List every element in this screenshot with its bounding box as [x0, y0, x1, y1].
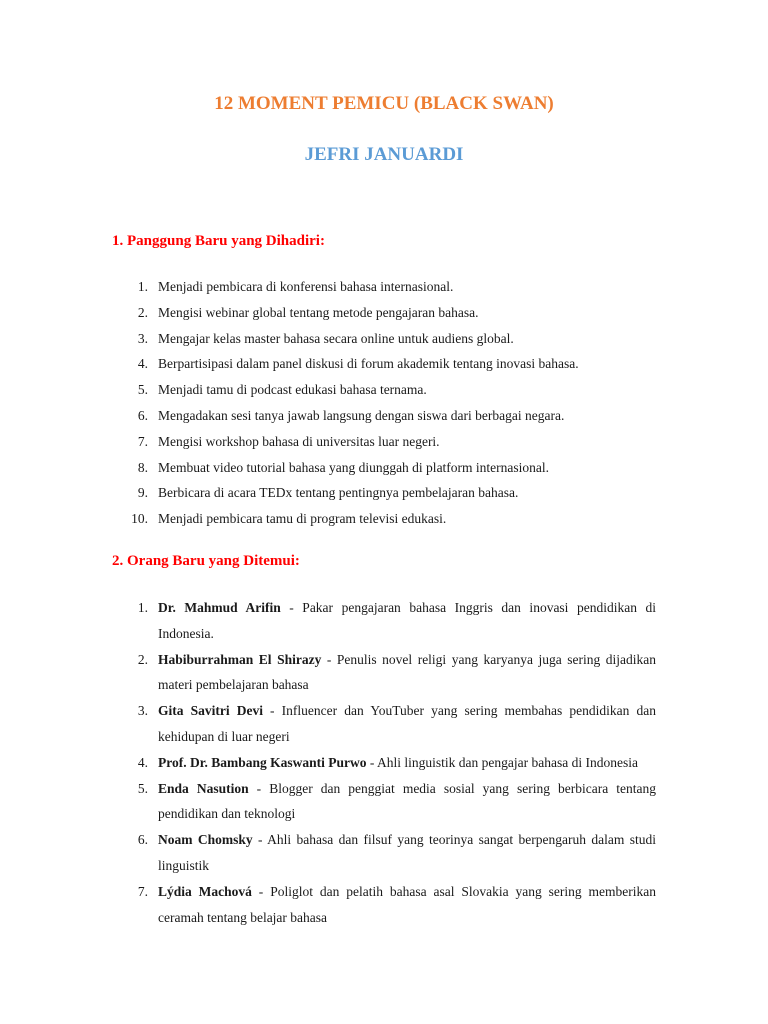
- person-name: Enda Nasution: [158, 780, 249, 796]
- list-number: 7.: [137, 883, 148, 899]
- person-name: Noam Chomsky: [158, 832, 253, 848]
- section-1-heading: 1. Panggung Baru yang Dihadiri:: [112, 233, 325, 249]
- list-number: 8.: [137, 459, 148, 475]
- list-number: 2.: [137, 651, 148, 667]
- list-number: 5.: [137, 382, 148, 398]
- list-number: 7.: [137, 433, 148, 449]
- list-number: 6.: [137, 832, 148, 848]
- list-item: [112, 377, 656, 403]
- list-item: [112, 698, 656, 750]
- list-number: 1.: [137, 600, 148, 615]
- list-text: Menjadi tamu di podcast edukasi bahasa ternama.: [158, 382, 427, 398]
- list-text: Menjadi pembicara di konferensi bahasa internasional.: [158, 279, 454, 294]
- list-number: 4.: [137, 754, 148, 770]
- person-description: - Pakar pengajaran bahasa Inggris dan inovasi pendidikan di Indonesia.: [158, 600, 657, 641]
- list-number: 1.: [137, 279, 148, 294]
- list-text: Menjadi pembicara tamu di program televisi edukasi.: [158, 511, 447, 527]
- list-text: Berbicara di acara TEDx tentang pentingnya pembelajaran bahasa.: [158, 485, 519, 501]
- list-text: Mengajar kelas master bahasa secara online untuk audiens global.: [158, 330, 514, 346]
- list-number: 2.: [137, 304, 148, 320]
- document-title: 12 MOMENT PEMICU (BLACK SWAN): [214, 93, 554, 114]
- list-item: [112, 326, 656, 352]
- person-name: Habiburrahman El Shirazy: [158, 651, 322, 667]
- list-item: [112, 827, 656, 879]
- list-item: [112, 776, 656, 828]
- list-item: [112, 647, 656, 699]
- list-item: [112, 480, 656, 506]
- list-number: 9.: [137, 485, 148, 501]
- list-item: [112, 879, 656, 931]
- list-item: [112, 351, 656, 377]
- list-text: Mengadakan sesi tanya jawab langsung dengan siswa dari berbagai negara.: [158, 407, 565, 423]
- list-item: [112, 429, 656, 455]
- person-description: - Penulis novel religi yang karyanya juga sering dijadikan materi pembelajaran bahasa: [158, 651, 657, 693]
- list-item: [112, 595, 656, 647]
- person-description: - Influencer dan YouTuber yang sering membahas pendidikan dan kehidupan di luar negeri: [158, 703, 656, 744]
- person-description: - Ahli linguistik dan pengajar bahasa di Indonesia: [366, 754, 638, 770]
- list-item: [112, 750, 656, 776]
- list-item: [112, 300, 656, 326]
- person-name: Prof. Dr. Bambang Kaswanti Purwo: [158, 754, 367, 770]
- list-item: [112, 403, 656, 429]
- person-name: Gita Savitri Devi: [158, 703, 263, 719]
- list-item: [112, 455, 656, 481]
- person-description: - Ahli bahasa dan filsuf yang teorinya sangat berpengaruh dalam studi linguistik: [158, 832, 657, 873]
- list-number: 3.: [137, 330, 148, 346]
- document-author: JEFRI JANUARDI: [304, 144, 464, 165]
- list-number: 5.: [137, 780, 148, 796]
- list-item: [112, 506, 656, 532]
- list-text: Mengisi workshop bahasa di universitas luar negeri.: [158, 433, 440, 449]
- section-2-heading: 2. Orang Baru yang Ditemui:: [112, 553, 300, 569]
- list-text: Membuat video tutorial bahasa yang diunggah di platform internasional.: [158, 459, 550, 475]
- person-description: - Poliglot dan pelatih bahasa asal Slovakia yang sering memberikan ceramah tentang belajar bahasa: [158, 883, 656, 925]
- list-text: Mengisi webinar global tentang metode pengajaran bahasa.: [158, 304, 479, 320]
- list-number: 3.: [137, 703, 148, 719]
- person-description: - Blogger dan penggiat media sosial yang sering berbicara tentang pendidikan dan teknologi: [158, 780, 656, 822]
- list-number: 6.: [137, 407, 148, 423]
- list-item: [112, 274, 656, 300]
- list-text: Berpartisipasi dalam panel diskusi di forum akademik tentang inovasi bahasa.: [158, 356, 579, 372]
- list-number: 10.: [131, 511, 148, 527]
- section-1-list: [112, 274, 656, 532]
- person-name: Lýdia Machová: [158, 883, 252, 899]
- section-2-list: [112, 595, 656, 930]
- list-number: 4.: [137, 356, 148, 372]
- person-name: Dr. Mahmud Arifin: [158, 600, 281, 615]
